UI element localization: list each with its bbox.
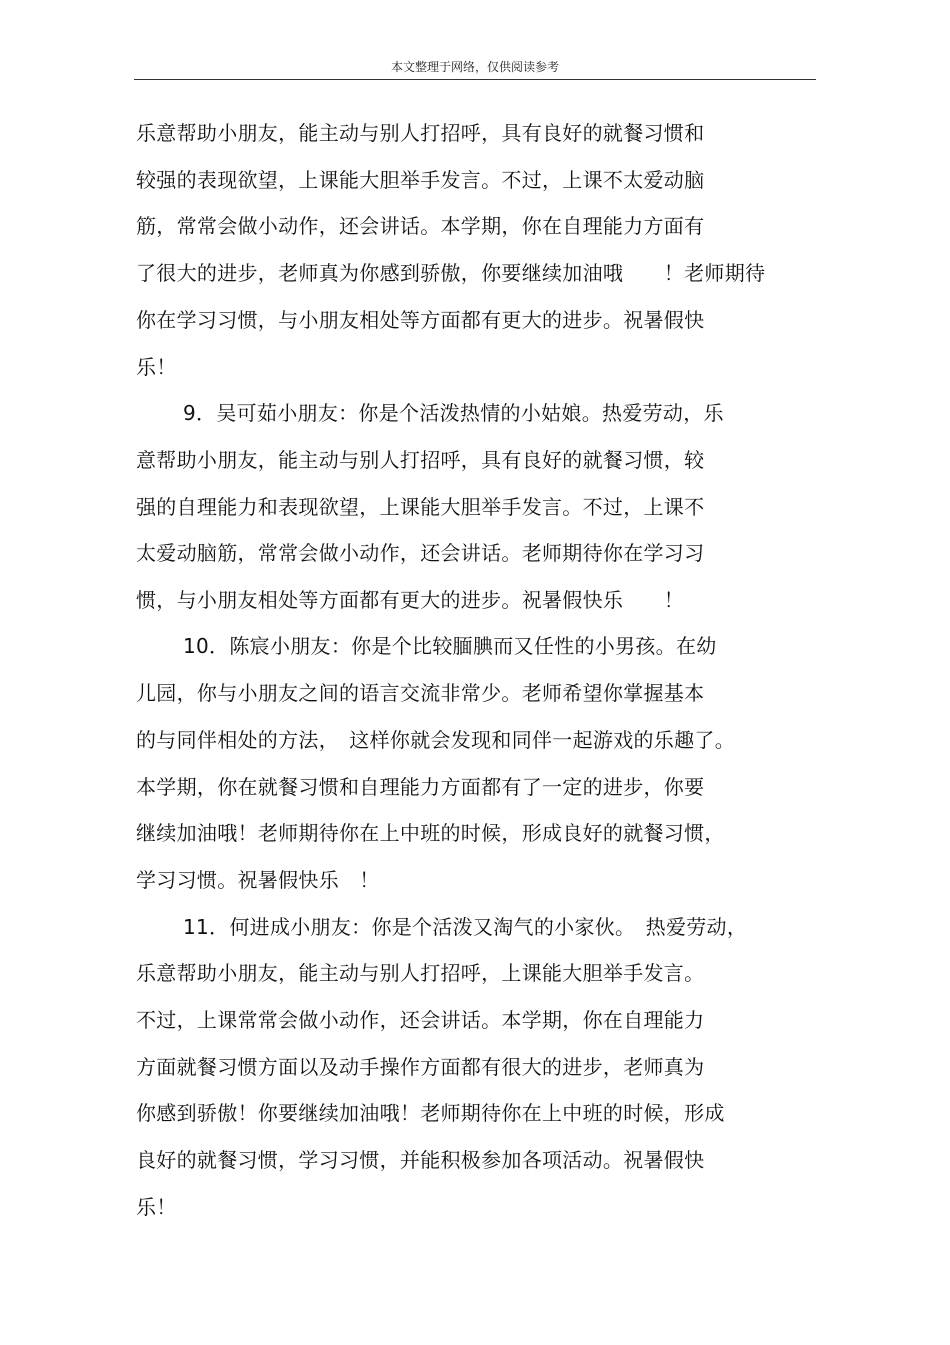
text-line: 太爱动脑筋，常常会做小动作，还会讲话。老师期待你在学习习 bbox=[136, 541, 705, 565]
text-line: 乐！ bbox=[136, 355, 177, 379]
text-line: 意帮助小朋友，能主动与别人打招呼，具有良好的就餐习惯，较 bbox=[136, 448, 705, 472]
text-line: 强的自理能力和表现欲望，上课能大胆举手发言。不过，上课不 bbox=[136, 495, 705, 519]
text-line: 方面就餐习惯方面以及动手操作方面都有很大的进步，老师真为 bbox=[136, 1055, 705, 1079]
page-header: 本文整理于网络，仅供阅读参考 bbox=[390, 60, 559, 74]
paragraph-start-9: 9．吴可茹小朋友：你是个活泼热情的小姑娘。热爱劳动，乐 bbox=[183, 401, 724, 425]
text-line: 乐意帮助小朋友，能主动与别人打招呼，上课能大胆举手发言。 bbox=[136, 961, 705, 985]
text-line: 惯，与小朋友相处等方面都有更大的进步。祝暑假快乐 ！ bbox=[136, 588, 685, 612]
text-line: 筋，常常会做小动作，还会讲话。本学期，你在自理能力方面有 bbox=[136, 214, 705, 238]
text-line: 你在学习习惯，与小朋友相处等方面都有更大的进步。祝暑假快 bbox=[136, 308, 705, 332]
text-line: 乐！ bbox=[136, 1195, 177, 1219]
text-line: 你感到骄傲！你要继续加油哦！老师期待你在上中班的时候，形成 bbox=[136, 1101, 725, 1125]
text-line: 较强的表现欲望，上课能大胆举手发言。不过，上课不太爱动脑 bbox=[136, 168, 705, 192]
header-divider bbox=[134, 79, 816, 80]
text-line: 良好的就餐习惯，学习习惯，并能积极参加各项活动。祝暑假快 bbox=[136, 1148, 705, 1172]
text-line: 的与同伴相处的方法， 这样你就会发现和同伴一起游戏的乐趣了。 bbox=[136, 728, 735, 752]
text-line: 儿园，你与小朋友之间的语言交流非常少。老师希望你掌握基本 bbox=[136, 681, 705, 705]
text-line: 乐意帮助小朋友，能主动与别人打招呼，具有良好的就餐习惯和 bbox=[136, 121, 705, 145]
text-line: 了很大的进步，老师真为你感到骄傲，你要继续加油哦 ！老师期待 bbox=[136, 261, 766, 285]
text-line: 本学期，你在就餐习惯和自理能力方面都有了一定的进步，你要 bbox=[136, 775, 705, 799]
text-line: 学习习惯。祝暑假快乐 ！ bbox=[136, 868, 380, 892]
paragraph-start-10: 10．陈宸小朋友：你是个比较腼腆而又任性的小男孩。在幼 bbox=[183, 634, 717, 658]
paragraph-start-11: 11．何进成小朋友：你是个活泼又淘气的小家伙。 热爱劳动， bbox=[183, 915, 748, 939]
text-line: 继续加油哦！老师期待你在上中班的时候，形成良好的就餐习惯， bbox=[136, 821, 725, 845]
text-line: 不过，上课常常会做小动作，还会讲话。本学期，你在自理能力 bbox=[136, 1008, 705, 1032]
